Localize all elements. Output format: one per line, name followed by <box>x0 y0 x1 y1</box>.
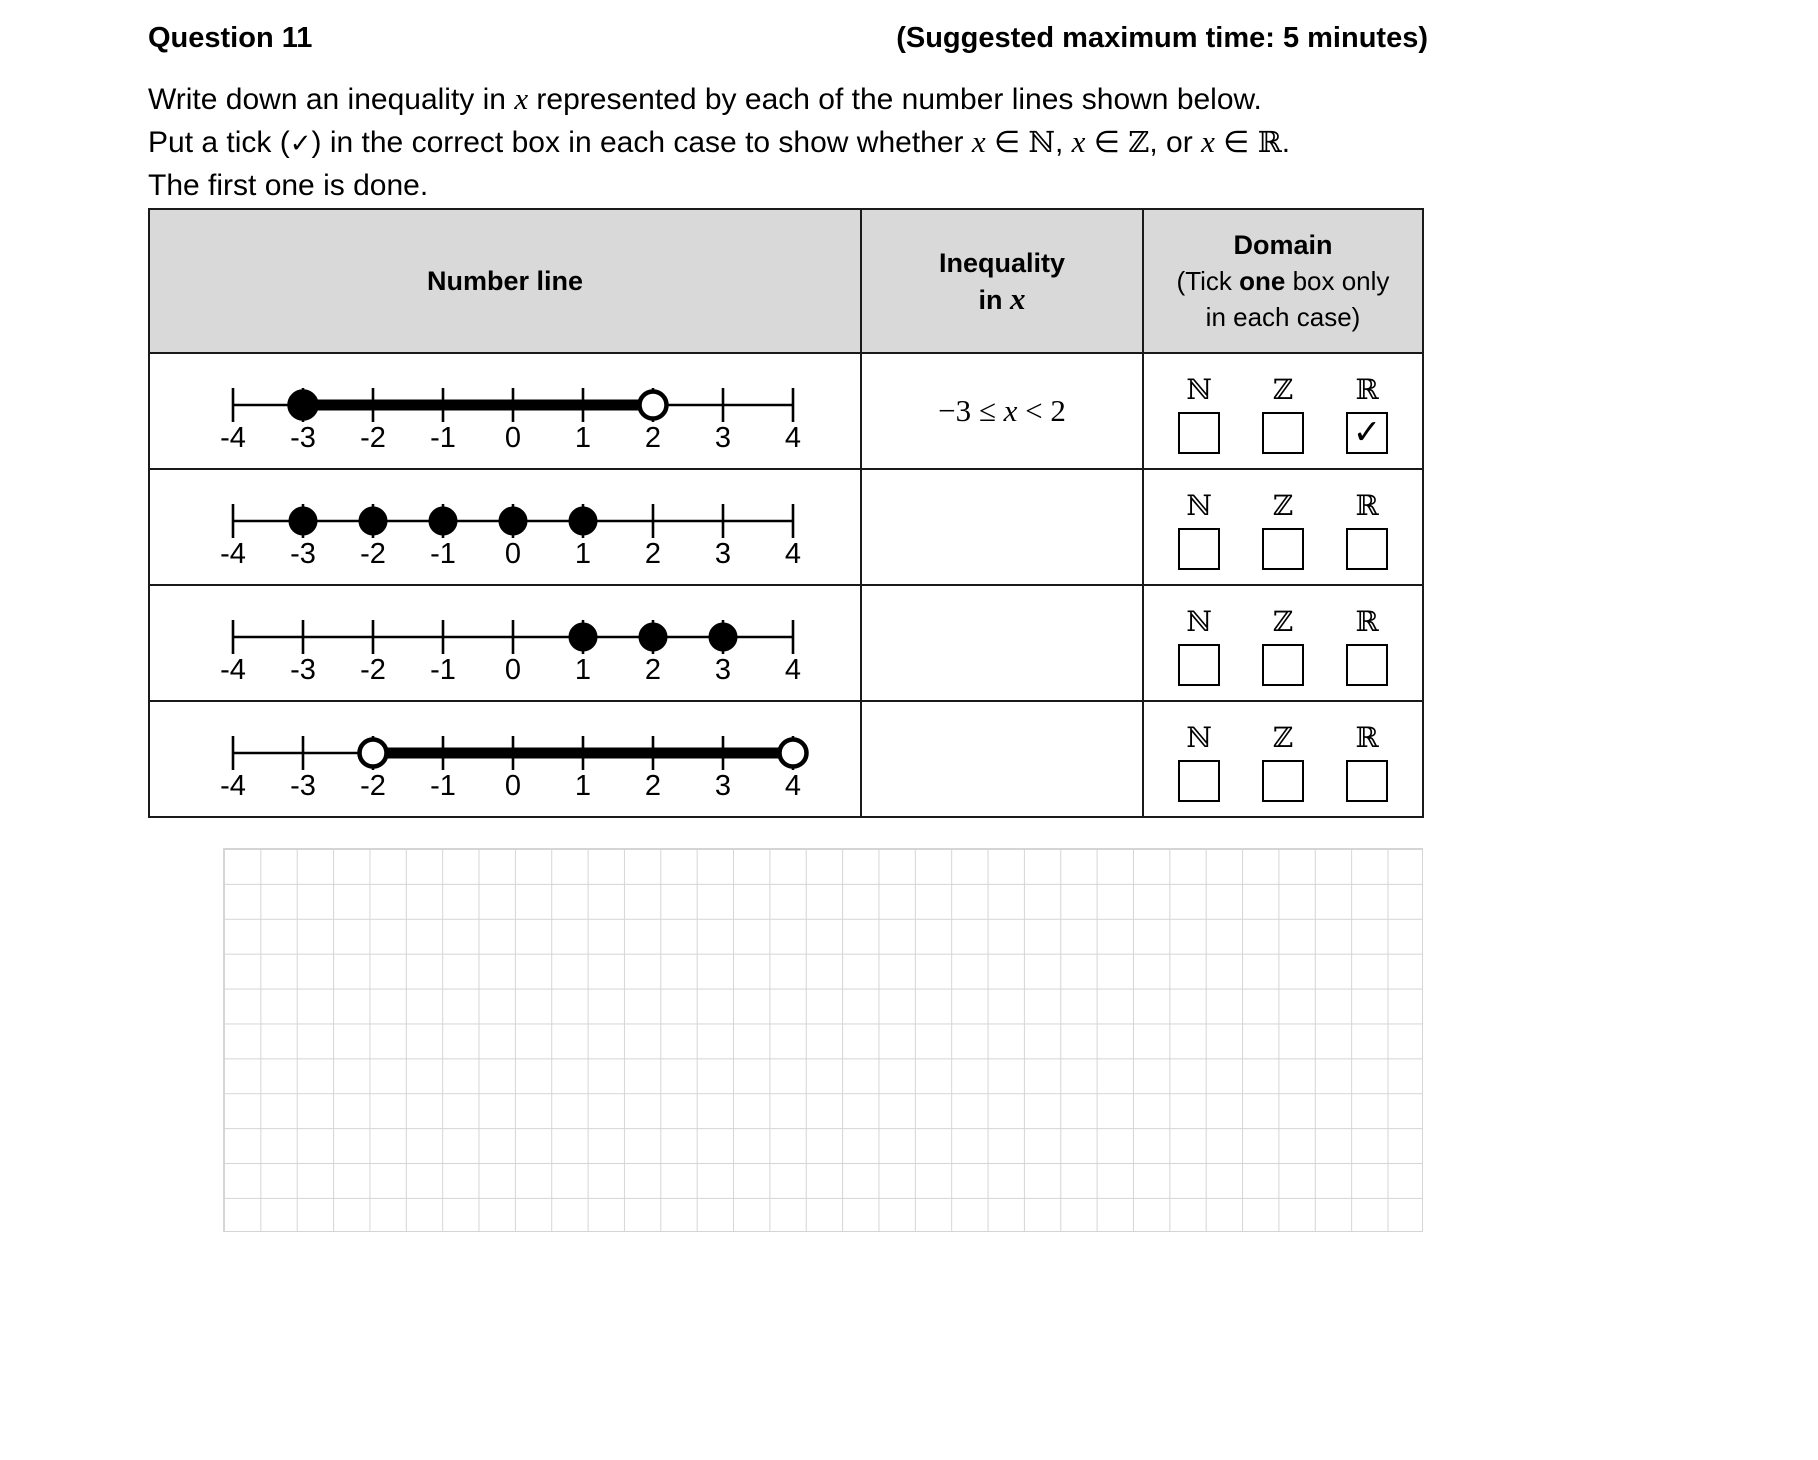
checkbox-reals[interactable] <box>1346 412 1388 454</box>
set-integers-symbol: ℤ <box>1128 125 1150 159</box>
domain-option-integers <box>1252 488 1314 570</box>
axis-tick-label: 1 <box>574 654 592 686</box>
cell-domain-tickboxes <box>1143 585 1423 701</box>
axis-tick-label: -1 <box>430 654 456 686</box>
axis-tick-label: -4 <box>220 654 246 686</box>
table-row <box>149 585 1423 701</box>
checkbox-reals[interactable] <box>1346 760 1388 802</box>
axis-tick-label: -4 <box>220 538 246 570</box>
instruction-2-elem-2: ∈ <box>1085 126 1129 159</box>
domain-option-naturals <box>1168 488 1230 570</box>
cell-number-line <box>149 585 861 701</box>
axis-tick-label: 0 <box>504 538 522 570</box>
table-row <box>149 701 1423 817</box>
domain-tick-group <box>1144 717 1422 802</box>
checkbox-naturals[interactable] <box>1178 528 1220 570</box>
closed-point-dot <box>710 624 737 651</box>
cell-number-line <box>149 701 861 817</box>
axis-tick-label: 0 <box>504 770 522 802</box>
closed-point-dot <box>570 624 597 651</box>
axis-tick-label: -4 <box>220 422 246 454</box>
closed-endpoint-dot <box>290 392 317 419</box>
set-naturals-symbol: ℕ <box>1028 125 1055 159</box>
domain-symbol-integers: ℤ <box>1272 488 1294 522</box>
page-title: Question 11 <box>148 22 313 54</box>
checkbox-integers[interactable] <box>1262 760 1304 802</box>
working-grid-area[interactable] <box>223 848 1423 1232</box>
open-endpoint-circle <box>640 392 667 419</box>
instruction-1-var: x <box>514 81 529 116</box>
number-line-container <box>150 359 860 463</box>
domain-option-naturals <box>1168 720 1230 802</box>
domain-symbol-integers: ℤ <box>1272 372 1294 406</box>
instruction-2-text-b: ) in the correct box in each case to show whether <box>311 126 972 159</box>
cell-inequality-answer[interactable] <box>861 353 1143 469</box>
cell-inequality-answer[interactable] <box>861 585 1143 701</box>
axis-tick-label: 3 <box>714 538 732 570</box>
cell-domain-tickboxes <box>1143 469 1423 585</box>
checkbox-naturals[interactable] <box>1178 412 1220 454</box>
closed-point-dot <box>290 508 317 535</box>
axis-tick-label: -3 <box>290 770 316 802</box>
domain-symbol-reals: ℝ <box>1355 604 1379 638</box>
question-header <box>148 22 1428 55</box>
domain-symbol-naturals: ℕ <box>1186 720 1212 754</box>
instruction-2-var-1: x <box>971 124 986 159</box>
axis-tick-label: 2 <box>644 422 662 454</box>
open-endpoint-circle <box>780 740 807 767</box>
axis-tick-label: 2 <box>644 654 662 686</box>
checkbox-integers[interactable] <box>1262 644 1304 686</box>
instruction-2-period: . <box>1281 126 1291 159</box>
instruction-1-text-b: represented by each of the number lines shown below. <box>528 83 1262 116</box>
domain-option-reals <box>1336 720 1398 802</box>
domain-option-naturals <box>1168 604 1230 686</box>
axis-tick-label: 4 <box>784 422 802 454</box>
header-domain-emph: one <box>1239 266 1286 296</box>
number-line-diagram <box>175 591 835 695</box>
suggested-time-note: (Suggested maximum time: 5 minutes) <box>896 22 1428 54</box>
closed-point-dot <box>430 508 457 535</box>
number-line-container <box>150 591 860 695</box>
axis-tick-label: 1 <box>574 770 592 802</box>
inequality-relation-1: ≤ <box>971 393 1004 428</box>
domain-option-integers <box>1252 720 1314 802</box>
axis-tick-label: 3 <box>714 422 732 454</box>
check-icon: ✓ <box>289 129 312 159</box>
axis-tick-label: 0 <box>504 422 522 454</box>
cell-domain-tickboxes <box>1143 701 1423 817</box>
axis-tick-label: 3 <box>714 770 732 802</box>
axis-tick-label: 2 <box>644 538 662 570</box>
axis-tick-label: 2 <box>644 770 662 802</box>
domain-symbol-integers: ℤ <box>1272 720 1294 754</box>
inequality-expression <box>862 393 1142 429</box>
domain-symbol-naturals: ℕ <box>1186 604 1212 638</box>
open-endpoint-circle <box>360 740 387 767</box>
inequality-relation-2: < <box>1017 393 1051 428</box>
axis-tick-label: -2 <box>360 654 386 686</box>
closed-point-dot <box>640 624 667 651</box>
domain-option-naturals <box>1168 372 1230 454</box>
inequality-right-bound: 2 <box>1050 393 1066 428</box>
table-body <box>149 353 1423 817</box>
domain-symbol-naturals: ℕ <box>1186 488 1212 522</box>
instruction-line-2 <box>148 121 1468 165</box>
axis-tick-label: -4 <box>220 770 246 802</box>
axis-tick-label: -1 <box>430 422 456 454</box>
domain-option-integers <box>1252 372 1314 454</box>
domain-tick-group <box>1144 485 1422 570</box>
axis-tick-label: 4 <box>784 654 802 686</box>
cell-number-line <box>149 469 861 585</box>
cell-inequality-answer[interactable] <box>861 701 1143 817</box>
table-header-row <box>149 209 1423 353</box>
check-icon: ✓ <box>1352 411 1382 452</box>
table-row <box>149 469 1423 585</box>
checkbox-naturals[interactable] <box>1178 760 1220 802</box>
domain-symbol-naturals: ℕ <box>1186 372 1212 406</box>
closed-point-dot <box>360 508 387 535</box>
number-line-container <box>150 475 860 579</box>
number-line-diagram <box>175 359 835 463</box>
axis-tick-label: -2 <box>360 538 386 570</box>
domain-option-reals <box>1336 372 1398 454</box>
axis-tick-label: -2 <box>360 770 386 802</box>
axis-tick-label: 1 <box>574 538 592 570</box>
header-inequality-var: x <box>1010 280 1026 316</box>
instruction-line-1 <box>148 78 1468 121</box>
instruction-2-elem-3: ∈ <box>1214 126 1258 159</box>
inequality-variable: x <box>1003 393 1018 428</box>
checkbox-reals[interactable] <box>1346 644 1388 686</box>
header-inequality <box>861 209 1143 353</box>
header-domain-sub-2: in each case) <box>1205 302 1361 332</box>
axis-tick-label: -3 <box>290 538 316 570</box>
header-number-line: Number line <box>149 209 861 353</box>
axis-tick-label: 1 <box>574 422 592 454</box>
axis-tick-label: 3 <box>714 654 732 686</box>
instruction-2-comma-1: , <box>1054 126 1072 159</box>
domain-symbol-reals: ℝ <box>1355 720 1379 754</box>
cell-number-line <box>149 353 861 469</box>
number-line-container <box>150 707 860 811</box>
instruction-1-text-a: Write down an inequality in <box>148 83 515 116</box>
number-line-table <box>148 208 1424 818</box>
closed-point-dot <box>500 508 527 535</box>
header-domain-title: Domain <box>1233 230 1333 260</box>
checkbox-integers[interactable] <box>1262 412 1304 454</box>
number-line-diagram <box>175 475 835 579</box>
domain-symbol-reals: ℝ <box>1355 372 1379 406</box>
cell-domain-tickboxes <box>1143 353 1423 469</box>
checkbox-integers[interactable] <box>1262 528 1304 570</box>
header-domain-sub-1: (Tick one box only <box>1176 266 1390 296</box>
instruction-2-or: , or <box>1149 126 1202 159</box>
domain-option-reals <box>1336 604 1398 686</box>
domain-option-integers <box>1252 604 1314 686</box>
axis-tick-label: -1 <box>430 770 456 802</box>
set-reals-symbol: ℝ <box>1257 125 1282 159</box>
axis-tick-label: -1 <box>430 538 456 570</box>
domain-tick-group <box>1144 369 1422 454</box>
axis-tick-label: -3 <box>290 654 316 686</box>
inequality-left-bound: −3 <box>938 393 972 428</box>
axis-tick-label: 4 <box>784 538 802 570</box>
header-inequality-line2: in x <box>978 280 1026 316</box>
axis-tick-label: 0 <box>504 654 522 686</box>
table-row <box>149 353 1423 469</box>
axis-tick-label: -2 <box>360 422 386 454</box>
instruction-2-text-a: Put a tick ( <box>148 126 290 159</box>
instructions-block <box>148 78 1468 207</box>
domain-symbol-integers: ℤ <box>1272 604 1294 638</box>
closed-point-dot <box>570 508 597 535</box>
checkbox-naturals[interactable] <box>1178 644 1220 686</box>
domain-option-reals <box>1336 488 1398 570</box>
instruction-line-3: The first one is done. <box>148 169 429 202</box>
cell-inequality-answer[interactable] <box>861 469 1143 585</box>
number-line-diagram <box>175 707 835 811</box>
header-inequality-line1: Inequality <box>938 247 1066 278</box>
instruction-2-var-2: x <box>1071 124 1086 159</box>
domain-tick-group <box>1144 601 1422 686</box>
axis-tick-label: -3 <box>290 422 316 454</box>
checkbox-reals[interactable] <box>1346 528 1388 570</box>
instruction-2-elem-1: ∈ <box>985 126 1029 159</box>
header-domain <box>1143 209 1423 353</box>
axis-tick-label: 4 <box>784 770 802 802</box>
instruction-2-var-3: x <box>1201 124 1215 159</box>
domain-symbol-reals: ℝ <box>1355 488 1379 522</box>
